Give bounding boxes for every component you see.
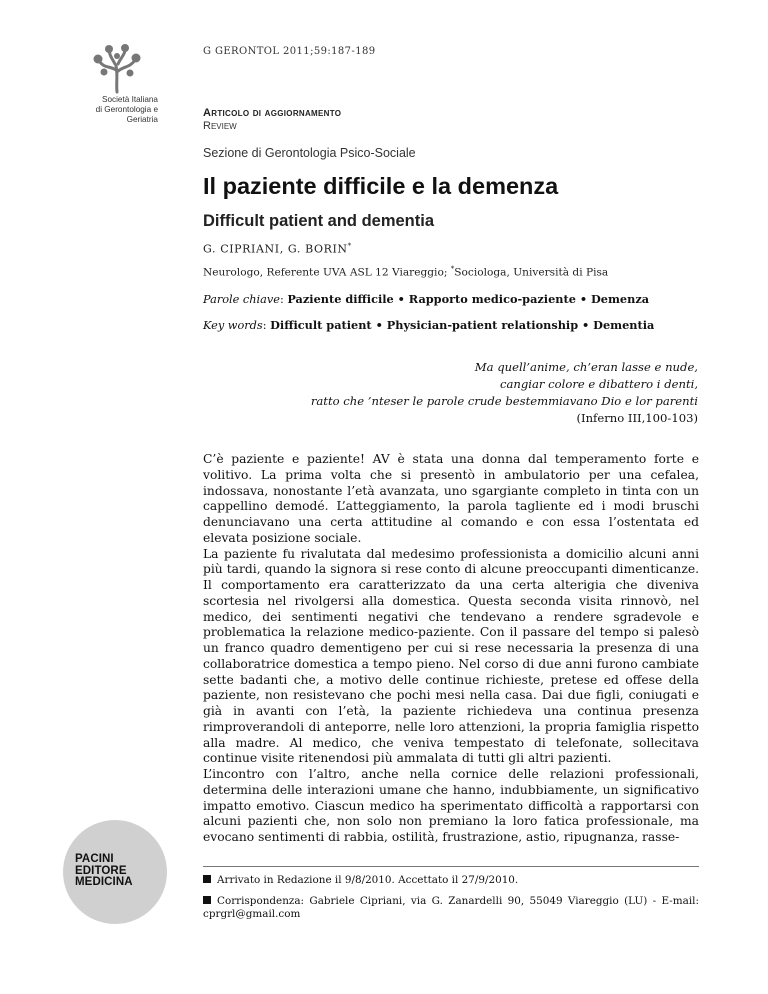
society-name [78, 95, 158, 125]
square-bullet-icon [203, 875, 211, 883]
keywords-en-terms: Difficult patient • Physician-patient relationship • Dementia [270, 318, 655, 332]
authors [203, 242, 352, 256]
author-names: G. CIPRIANI, G. BORIN [203, 242, 348, 256]
keywords-it-terms: Paziente difficile • Rapporto medico-paziente • Demenza [287, 292, 650, 306]
footnote-correspondence [203, 895, 699, 921]
article-title: Il paziente difficile e la demenza [203, 173, 559, 199]
society-name-line: di Gerontologia e [95, 105, 158, 114]
keywords-english: Key words: Difficult patient • Physician-patient relationship • Dementia [203, 318, 655, 332]
sigg-tree-logo-icon [88, 44, 146, 94]
epigraph-line: Ma quell’anime, ch’eran lasse e nude, [474, 360, 698, 374]
square-bullet-icon [203, 896, 211, 904]
article-body [203, 452, 699, 846]
author-mark: * [347, 242, 352, 250]
affiliation-1: Neurologo, Referente UVA ASL 12 Viareggio; [203, 266, 448, 279]
footnote-received-text: Arrivato in Redazione il 9/8/2010. Accettato il 27/9/2010. [217, 874, 519, 886]
epigraph-source: (Inferno III,100-103) [576, 411, 698, 425]
journal-citation: G GERONTOL 2011;59:187-189 [203, 46, 376, 57]
affiliation-mark: * [450, 265, 455, 273]
footnote-correspondence-text: Corrispondenza: Gabriele Cipriani, via G. Zanardelli 90, 55049 Viareggio (LU) - E-mail: cprgrl@gmail.com [203, 895, 699, 920]
footnote-rule [203, 866, 699, 867]
society-name-line: Società Italiana [102, 95, 158, 104]
epigraph-line: ratto che ’nteser le parole crude bestemmiavano Dio e lor parenti [310, 394, 698, 408]
article-type-label: Articolo di aggiornamento [203, 107, 342, 119]
article-subtitle: Difficult patient and dementia [203, 212, 435, 230]
publisher-line: MEDICINA [75, 876, 133, 888]
article-type [203, 107, 341, 120]
epigraph-line: cangiar colore e dibattero i denti, [500, 377, 698, 391]
keywords-en-label: Key words [203, 319, 263, 332]
publisher-line: EDITORE [75, 864, 127, 877]
publisher-name [75, 854, 133, 889]
body-paragraph: L’incontro con l’altro, anche nella cornice delle relazioni professionali, determina delle interazioni umane che hanno, indubbiamente, un significativo impatto emotivo. Ciascun medico ha sperimentato difficoltà a rapportarsi con alcuni pazienti che, non solo non premiano la loro fatica professionale, ma evocano sentimenti di rabbia, ostilità, frustrazione, astio, ripugnanza, rasse- [203, 767, 699, 844]
epigraph [300, 359, 698, 427]
keywords-italian: Parole chiave: Paziente difficile • Rapporto medico-paziente • Demenza [203, 292, 650, 306]
affiliation-2: Sociologa, Università di Pisa [454, 266, 609, 279]
article-type-en: Review [203, 120, 237, 132]
footnote-received [203, 874, 699, 886]
keywords-it-label: Parole chiave [203, 293, 280, 306]
body-paragraph: C’è paziente e paziente! AV è stata una donna dal temperamento forte e volitivo. La prima volta che si presentò in ambulatorio per una cefalea, indossava, nonostante l’età avanzata, uno sgargiante completo in tinta con un cappellino demodé. L’atteggiamento, la parola tagliente ed i modi bruschi denunciavano una certa attitudine al comando e con essa l’ostentata ed elevata posizione sociale. [203, 452, 699, 545]
affiliations [203, 265, 608, 279]
body-paragraph: La paziente fu rivalutata dal medesimo professionista a domicilio alcuni anni più tardi, quando la signora si rese conto di alcune preoccupanti dimenticanze. Il comportamento era caratterizzato da una certa alterigia che diveniva scortesia nel rivolgersi alla domestica. Questa seconda visita rinnovò, nel medico, dei sentimenti negativi che tendevano a rendere sgradevole e problematica la relazione medico-paziente. Con il passare del tempo si palesò un franco quadro dementigeno per cui si rese necessaria la presenza di una collaboratrice domestica a tempo pieno. Nel corso di due anni furono cambiate sette badanti che, a motivo delle continue richieste, pretese ed offese della paziente, non resistevano che pochi mesi nella casa. Dai due figli, coniugati e già in avanti con l’età, la paziente richiedeva una continua presenza rimproverandoli di anteporre, nelle loro attenzioni, la propria famiglia rispetto alla madre. Al medico, che veniva tempestato di telefonate, sollecitava continue visite ritenendosi più ammalata di tutti gli altri pazienti. [203, 546, 699, 766]
society-name-line: Geriatria [126, 115, 158, 124]
section-name: Sezione di Gerontologia Psico-Sociale [203, 146, 416, 160]
publisher-line: PACINI [75, 853, 114, 865]
